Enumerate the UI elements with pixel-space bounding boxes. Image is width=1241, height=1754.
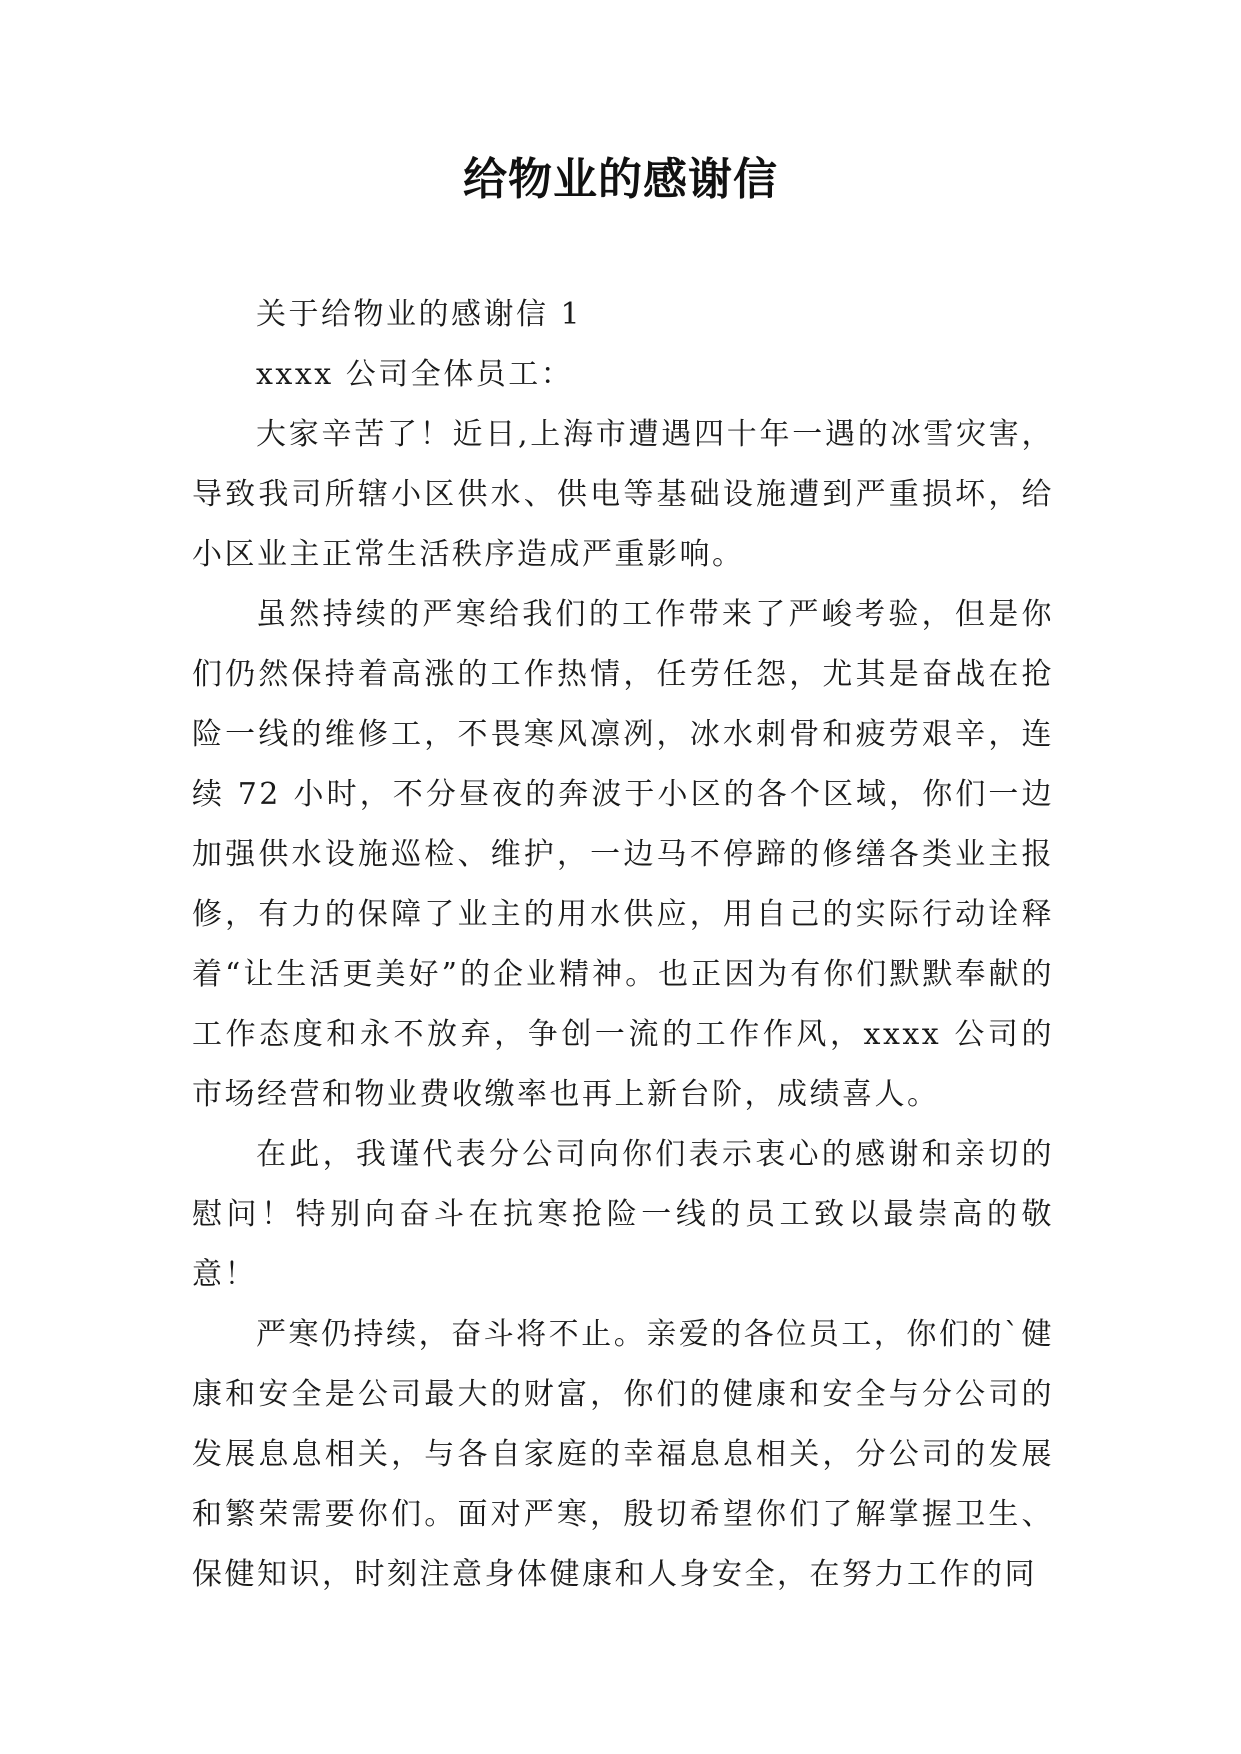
body-paragraph: 大家辛苦了！近日,上海市遭遇四十年一遇的冰雪灾害，导致我司所辖小区供水、供电等基础设施遭到严重损坏，给小区业主正常生活秩序造成严重影响。 (192, 417, 1054, 572)
section-heading: 关于给物业的感谢信 1 (256, 297, 583, 332)
body-paragraph: 严寒仍持续，奋斗将不止。亲爱的各位员工，你们的`健康和安全是公司最大的财富，你们的健康和安全与分公司的发展息息相关，与各自家庭的幸福息息相关，分公司的发展和繁荣需要你们。面对严寒，殷切希望你们了解掌握卫生、保健知识，时刻注意身体健康和人身安全，在努力工作的同 (192, 1317, 1054, 1592)
body-paragraph: 在此，我谨代表分公司向你们表示衷心的感谢和亲切的慰问！特别向奋斗在抗寒抢险一线的员工致以最崇高的敬意！ (192, 1137, 1054, 1292)
body-paragraph: 虽然持续的严寒给我们的工作带来了严峻考验，但是你们仍然保持着高涨的工作热情，任劳任怨，尤其是奋战在抢险一线的维修工，不畏寒风凛冽，冰水刺骨和疲劳艰辛，连续 72 小时，不分昼夜的奔波于小区的各个区域，你们一边加强供水设施巡检、维护，一边马不停蹄的修缮各类业主报修，有力的保障了业主的用水供应，用自己的实际行动诠释着“让生活更美好”的企业精神。也正因为有你们默默奉献的工作态度和永不放弃，争创一流的工作作风，xxxx 公司的市场经营和物业费收缴率也再上新台阶，成绩喜人。 (192, 597, 1054, 1112)
document-body (192, 285, 1054, 1605)
salutation: xxxx 公司全体员工： (256, 357, 574, 392)
document-title: 给物业的感谢信 (463, 154, 778, 205)
